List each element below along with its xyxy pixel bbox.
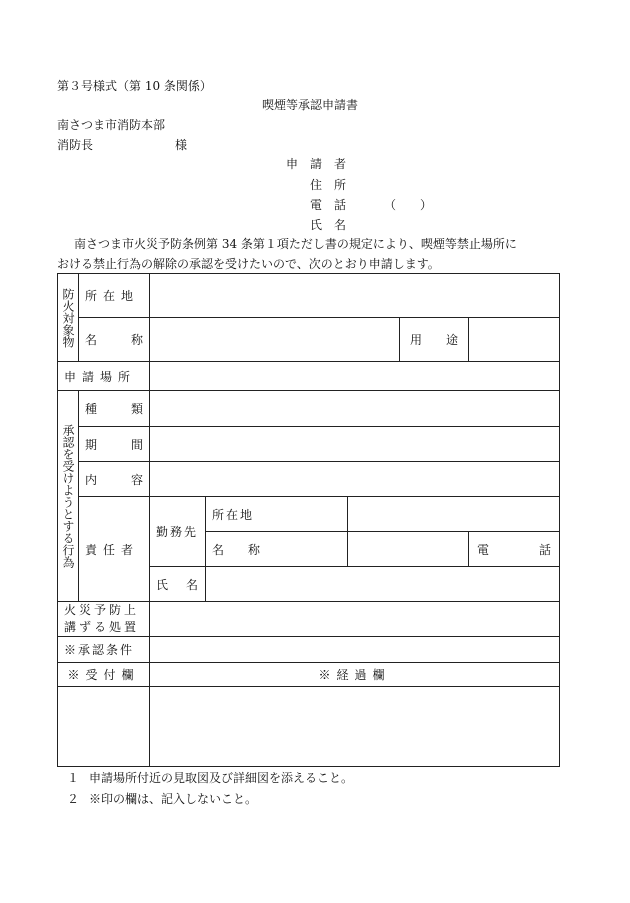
person-name-label: 氏 名 (150, 567, 206, 602)
fire-prevention-field[interactable] (150, 602, 560, 637)
application-place-label: 申請場所 (58, 362, 150, 391)
applicant-phone-label: 電 話 (310, 198, 347, 212)
period-label: 期 間 (79, 427, 150, 462)
form-number: 第３号様式（第 10 条関係） (57, 79, 212, 93)
applicant-phone-parens: （ ） (384, 198, 433, 212)
addressee-org: 南さつま市消防本部 (57, 118, 166, 132)
body-text-line1: 南さつま市火災予防条例第 34 条第１項ただし書の規定により、喫煙等禁止場所に (74, 237, 517, 251)
body-text-line2: おける禁止行為の解除の承認を受けたいので、次のとおり申請します。 (57, 257, 440, 271)
responsible-label: 責任者 (79, 497, 150, 602)
workplace-location-field[interactable] (348, 497, 560, 532)
target-group-label: 防火対象物 (58, 274, 79, 362)
act-group-label: 承認を受けようとする行為 (58, 391, 79, 602)
document-title: 喫煙等承認申請書 (262, 98, 359, 112)
applicant-address-label: 住 所 (310, 178, 347, 192)
application-table (57, 273, 560, 767)
period-field[interactable] (150, 427, 560, 462)
conditions-label: ※承認条件 (58, 637, 150, 663)
type-field[interactable] (150, 391, 560, 427)
applicant-label: 申 請 者 (286, 157, 347, 171)
reception-field[interactable] (58, 687, 150, 767)
applicant-name-label: 氏 名 (310, 218, 347, 232)
workplace-label: 勤務先 (150, 497, 206, 567)
reception-label: ※受付欄 (58, 663, 150, 687)
note-2-number: ２ (67, 792, 80, 806)
location-label: 所在地 (79, 274, 150, 318)
fire-prevention-label: 火災予防上講ずる処置 (58, 602, 150, 637)
location-field[interactable] (150, 274, 560, 318)
use-label: 用 途 (400, 318, 469, 362)
type-label: 種 類 (79, 391, 150, 427)
person-name-field[interactable] (206, 567, 560, 602)
workplace-location-label: 所在地 (206, 497, 348, 532)
progress-label: ※経過欄 (150, 663, 560, 687)
name-label: 名 称 (79, 318, 150, 362)
phone-label: 電 話 (469, 532, 560, 567)
content-field[interactable] (150, 462, 560, 497)
name-field[interactable] (150, 318, 400, 362)
note-1-text: 申請場所付近の見取図及び詳細図を添えること。 (89, 771, 354, 785)
note-2-text: ※印の欄は、記入しないこと。 (89, 792, 258, 806)
workplace-name-field[interactable] (348, 532, 469, 567)
progress-field[interactable] (150, 687, 560, 767)
honorific: 様 (175, 138, 188, 152)
note-1-number: １ (67, 771, 80, 785)
workplace-name-label: 名 称 (206, 532, 348, 567)
addressee-role: 消防長 (57, 138, 94, 152)
application-place-field[interactable] (150, 362, 560, 391)
conditions-field[interactable] (150, 637, 560, 663)
content-label: 内 容 (79, 462, 150, 497)
use-field[interactable] (469, 318, 560, 362)
